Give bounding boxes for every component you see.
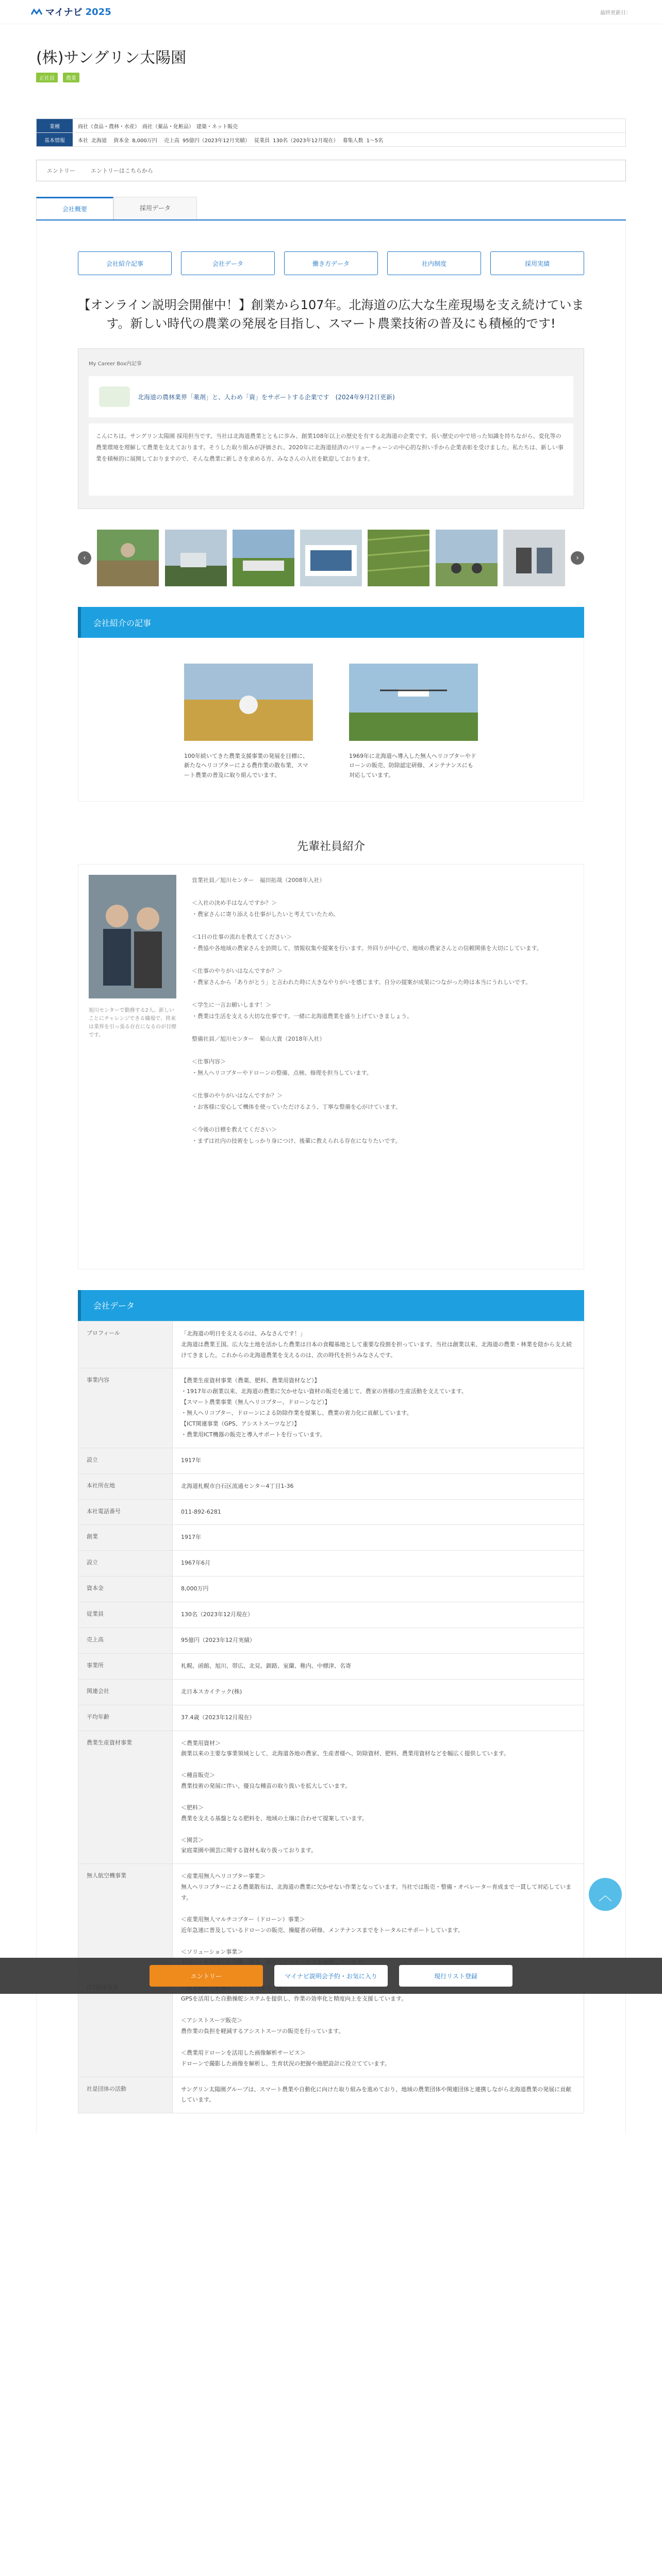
- company-summary-bar: [36, 118, 626, 147]
- gallery-photo-4[interactable]: [300, 530, 362, 586]
- tag-employment-type: 正社員: [36, 73, 58, 82]
- nav-internal-system[interactable]: 社内制度: [387, 251, 481, 275]
- company-data-label: 従業員: [78, 1602, 173, 1628]
- industry-value: 商社（食品・農林・水産） 商社（薬品・化粧品） 建築・ネット販売: [78, 124, 238, 130]
- company-data-label: 資本金: [78, 1577, 173, 1602]
- company-article-1[interactable]: [184, 664, 313, 781]
- basic-info-row: [37, 133, 625, 146]
- nav-company-data[interactable]: 会社データ: [181, 251, 275, 275]
- senior-photo-block: [89, 875, 176, 1259]
- company-data-value: サングリン太陽園グループは、スマート農業や自動化に向けた取り組みを進めており、地域の農業団体や関連団体と連携しながら北海道農業の発展に貢献しています。: [173, 2077, 584, 2113]
- company-data-label: 社是団体の活動: [78, 2077, 173, 2113]
- company-data-row: [78, 1679, 584, 1705]
- nav-work-style[interactable]: 働き方データ: [284, 251, 378, 275]
- gallery-photo-1[interactable]: [97, 530, 159, 586]
- gallery-photo-5[interactable]: [368, 530, 429, 586]
- company-header: [0, 24, 662, 88]
- entry-bar[interactable]: [36, 160, 626, 181]
- company-data-label: 関連会社: [78, 1679, 173, 1705]
- sales-value: 95億円（2023年12月実績）: [183, 138, 247, 144]
- tab-company-overview[interactable]: 会社概要: [36, 197, 113, 219]
- company-data-label: 売上高: [78, 1628, 173, 1654]
- section-nav: [78, 251, 584, 275]
- article-title-box: [89, 376, 573, 417]
- section-company-articles: 会社紹介の記事: [78, 607, 584, 638]
- company-data-row: [78, 1705, 584, 1731]
- company-data-label: 創業: [78, 1525, 173, 1551]
- brand-year: 2025: [85, 6, 111, 18]
- industry-label: 業種: [37, 119, 73, 132]
- company-data-label: 平均年齢: [78, 1705, 173, 1731]
- article-photo-field: [184, 664, 313, 741]
- gallery-photo-3[interactable]: [233, 530, 294, 586]
- company-headline: 【オンライン説明会開催中！】創業から107年。北海道の広大な生産現場を支え続けています。新しい時代の農業の発展を目指し、スマート農業技術の普及にも積極的です!: [78, 298, 584, 331]
- gallery-photo-7[interactable]: [503, 530, 565, 586]
- employees-label: 従業員: [254, 138, 270, 144]
- company-data-value: ＜産業用無人ヘリコプター事業＞ 無人ヘリコプターによる農薬散布は、北海道の農業に欠かせない作業となっています。当社では販売・整備・オペレーター育成まで一貫して対応しています。 ＜産業用無人マルチコプター（ドローン）事業＞ 近年急速に普及しているドローンの販売、操縦者の研修、メンテナンスまでをトータルにサポートしています。 ＜ソリューション事業＞: [173, 1864, 584, 1976]
- company-data-row: [78, 1473, 584, 1499]
- company-data-row: [78, 1577, 584, 1602]
- company-name: (株)サングリン太陽園: [36, 49, 187, 67]
- capital-label: 資本金: [113, 138, 129, 144]
- tag-industry: 農業: [63, 73, 79, 82]
- senior-section-title: 先輩社員紹介: [296, 840, 365, 853]
- company-data-value: 北海道札幌市白石区流通センター4丁目1-36: [173, 1473, 584, 1499]
- company-data-label: 無人航空機事業: [78, 1864, 173, 1976]
- article-body: こんにちは。サングリン太陽園 採用担当です。当社は北海道農業とともに歩み、創業108年以上の歴史を有する北海道の企業です。長い歴史の中で培った知識を持ちながら、変化等の農業環境を理解して農業を支えております。そうした取り組みが評価され、2020年に北海道経済のバリューチェーンの中心的な担い手から企業表彰を受けました。私たちは、新しい事業を積極的に展開しておりますので、そんな農業に新しさを求める方、みなさんの入社を歓迎しております。: [89, 423, 573, 496]
- gallery-next-icon[interactable]: ›: [571, 551, 584, 565]
- company-data-table: [78, 1321, 584, 2114]
- article-title: 北海道の農林業界「薬剤」と、人わめ「資」をサポートする企業です (2024年9月2日更新): [138, 393, 395, 401]
- company-data-label: プロフィール: [78, 1321, 173, 1368]
- entry-button[interactable]: エントリー: [150, 1965, 263, 1987]
- sales-label: 売上高: [164, 138, 180, 144]
- section-company-data: 会社データ: [78, 1290, 584, 1321]
- jobs-label: 募集人数: [342, 138, 363, 144]
- industry-row: [37, 119, 625, 133]
- company-data-value: 130名（2023年12月現在）: [173, 1602, 584, 1628]
- company-article-2[interactable]: [349, 664, 478, 781]
- company-data-row: [78, 2077, 584, 2113]
- company-data-row: [78, 1731, 584, 1864]
- gallery-photo-2[interactable]: [165, 530, 227, 586]
- company-data-value: ＜農業用資材＞ 創業以来の主要な事業領域として、北海道各地の農家、生産者様へ、防除資材、肥料、農業用資材などを幅広く提供しています。 ＜種苗販売＞ 農業技術の発展に伴い、優良な種苗の取り扱いを拡大しています。 ＜肥料＞ 農業を支える基盤となる肥料を、地域の土壌に合わせて提案しています。 ＜園芸＞ 家庭菜園や園芸に関する資材も取り扱っております。: [173, 1731, 584, 1864]
- logo-mark-icon: [31, 8, 42, 15]
- floating-action-bar: [0, 1958, 662, 1994]
- last-updated: 最終更新日：: [600, 10, 631, 16]
- company-data-value: 「北海道の明日を支えるのは、みなさんです！」 北海道は農業王国。広大な土地を活かした農業は日本の食糧基地として重要な役割を担っています。当社は創業以来、北海道の農業・林業を陰から支え続けてきました。これからの北海道農業を支えるのは、次の時代を担うみなさんです。: [173, 1321, 584, 1368]
- senior-photo: [89, 875, 176, 998]
- company-data-label: 本社電話番号: [78, 1499, 173, 1525]
- company-data-value: 011-892-6281: [173, 1499, 584, 1525]
- nav-company-articles[interactable]: 会社紹介記事: [78, 251, 172, 275]
- gallery-photo-6[interactable]: [436, 530, 498, 586]
- nav-hiring-record[interactable]: 採用実績: [490, 251, 584, 275]
- company-data-row: [78, 1321, 584, 1368]
- company-data-value: 北日本スカイテック(株): [173, 1679, 584, 1705]
- hq-label: 本社: [78, 138, 88, 144]
- scroll-to-top-icon[interactable]: ︿: [589, 1878, 622, 1911]
- company-data-label: 事業内容: [78, 1368, 173, 1448]
- senior-interview-text: 営業社員／旭川センター 福田拓哉（2008年入社） ＜入社の決め手はなんですか？＞ ・農家さんに寄り添える仕事がしたいと考えていたため。 ＜1日の仕事の流れを教えてください＞ ・農協や各地域の農家さんを訪問して、情報収集や提案を行います。外回りが中心で、地域の農家さんとの信頼関係を大切にしています。 ＜仕事のやりがいはなんですか？＞ ・農家さんから「ありがとう」と言われた時に大きなやりがいを感じます。自分の提案が成果につながった時は本当にうれしいです。 ＜学生に一言お願いします！＞ ・農業は生活を支える大切な仕事です。一緒に北海道農業を盛り上げていきましょう。 整備社員／旭川センター 菊山大貴（2018年入社） ＜仕事内容＞ ・無人ヘリコプターやドローンの整備、点検、修理を担当しています。 ＜仕事のやりがいはなんですか？＞ ・お客様に安心して機体を使っていただけるよう、丁寧な整備を心がけています。 ＜今後の目標を教えてください＞ ・まずは社内の技術をしっかり身につけ、後輩に教えられる存在になりたいです。: [192, 876, 542, 1144]
- company-data-label: 本社所在地: [78, 1473, 173, 1499]
- company-data-value: 37.4歳（2023年12月現在）: [173, 1705, 584, 1731]
- company-data-value: 95億円（2023年12月実績）: [173, 1628, 584, 1654]
- photo-gallery: [78, 530, 584, 586]
- jobs-value: 1〜5名: [366, 138, 384, 144]
- tab-recruit-data[interactable]: 採用データ: [113, 197, 197, 219]
- article-text: 100年続いてきた農業支援事業の発展を目標に、新たなヘリコプターによる農作業の散布業、スマート農業の普及に取り組んでいます。: [184, 752, 308, 779]
- company-data-value: 1967年6月: [173, 1551, 584, 1577]
- company-data-value: 札幌、函館、旭川、帯広、北見、釧路、室蘭、稚内、中標津、名寄: [173, 1653, 584, 1679]
- company-data-row: [78, 1602, 584, 1628]
- career-box-article[interactable]: [78, 348, 584, 509]
- invite-list-button[interactable]: 現行リスト登録: [399, 1965, 512, 1987]
- basic-info-value: [73, 136, 388, 144]
- basic-info-label: 基本情報: [37, 133, 73, 146]
- site-logo[interactable]: [31, 5, 111, 19]
- company-data-row: [78, 1653, 584, 1679]
- company-data-value: GPSを活用した自動操舵システムを提供し、作業の効率化と精度向上を支援しています。 ＜アシストスーツ販売＞ 農作業の負担を軽減するアシストスーツの販売を行っています。 ＜農業用ドローンを活用した画像解析サービス＞ ドローンで撮影した画像を解析し、生育状況の把握や施肥設計に役立てています。: [173, 1976, 584, 2077]
- company-data-row: [78, 1628, 584, 1654]
- site-header: [0, 0, 662, 24]
- article-text: 1969年に北海道へ導入した無人ヘリコプターやドローンの販売、防除認定研修、メンテナンスにも対応しています。: [349, 752, 476, 779]
- company-data-row: [78, 1368, 584, 1448]
- hq-value: 北海道: [91, 138, 107, 144]
- brand-name: マイナビ: [45, 7, 82, 18]
- company-data-value: 8,000万円: [173, 1577, 584, 1602]
- article-source: My Career Box内記事: [89, 361, 142, 367]
- company-data-row: [78, 1525, 584, 1551]
- main-content: [36, 221, 626, 2134]
- article-photo-drone: [349, 664, 478, 741]
- company-data-value: 1917年: [173, 1525, 584, 1551]
- company-data-label: 農業生産資材事業: [78, 1731, 173, 1864]
- company-data-row: [78, 1448, 584, 1473]
- page-tabs: [36, 197, 626, 221]
- company-data-row: [78, 1499, 584, 1525]
- company-data-label: 事業所: [78, 1653, 173, 1679]
- company-article-list: [78, 638, 584, 802]
- company-data-row: [78, 1551, 584, 1577]
- gallery-prev-icon[interactable]: ‹: [78, 551, 91, 565]
- entry-note[interactable]: エントリーはこちらから: [91, 167, 153, 174]
- employees-value: 130名（2023年12月現在）: [273, 138, 336, 144]
- entry-label: エントリー: [47, 167, 75, 174]
- company-data-label: 設立: [78, 1551, 173, 1577]
- senior-photo-caption: 旭川センターで勤務する2人。新しいことにチャレンジできる職場で、将来は業界を引っ張る存在になるのが目標です。: [89, 1007, 176, 1038]
- article-thumbnail-icon: [99, 386, 130, 407]
- company-data-label: 設立: [78, 1448, 173, 1473]
- company-data-value: 1917年: [173, 1448, 584, 1473]
- company-data-value: 【農業生産資材事業（農薬、肥料、農業用資材など）】 ・1917年の創業以来、北海道の農業に欠かせない資材の販売を通じて、農家の皆様の生産活動を支えています。 【スマート農業事業（無人ヘリコプター、ドローンなど）】 ・無人ヘリコプター、ドローンによる防除作業を提案し、農業の省力化に貢献しています。 【ICT関連事業（GPS、アシストスーツなど）】 ・農業用ICT機器の販売と導入サポートを行っています。: [173, 1368, 584, 1448]
- capital-value: 8,000万円: [132, 138, 157, 144]
- favorite-button[interactable]: マイナビ説明会予約・お気に入り: [274, 1965, 388, 1987]
- senior-employee-card: [78, 864, 584, 1269]
